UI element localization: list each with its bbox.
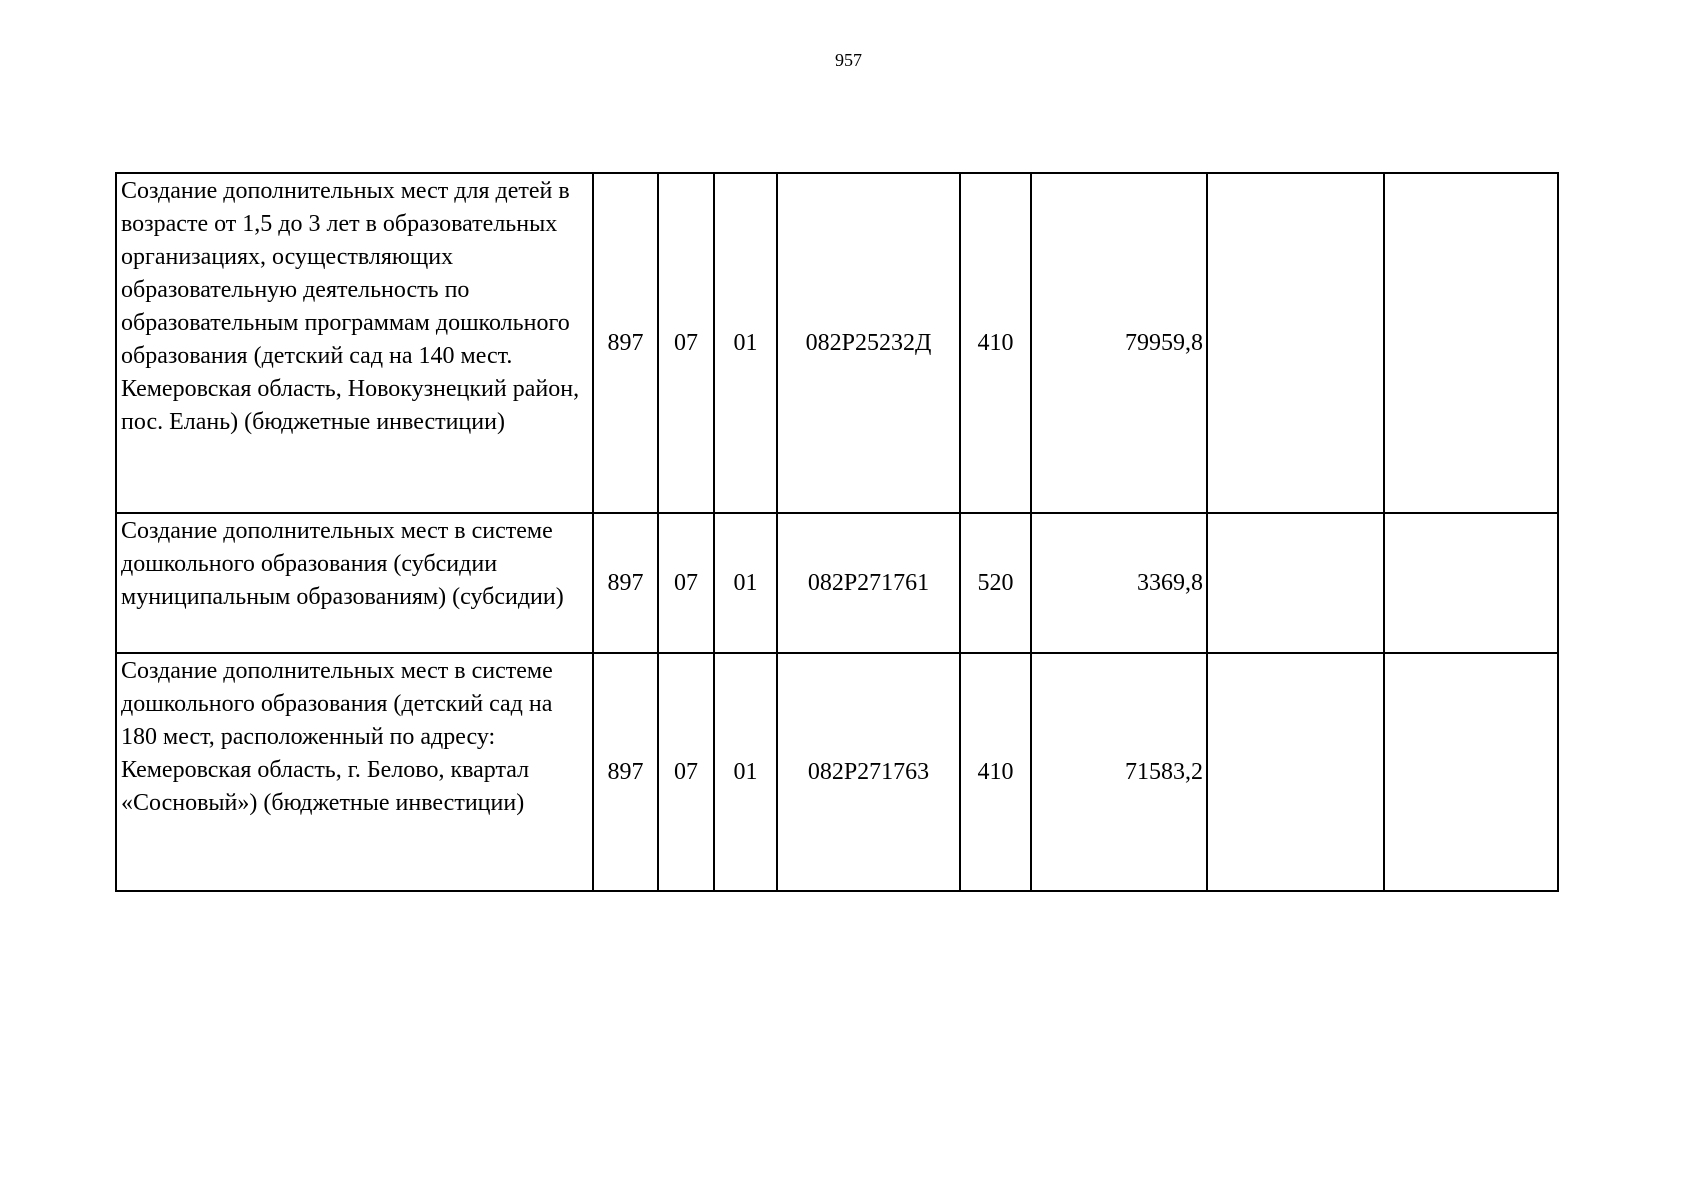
table-row: [116, 513, 1558, 653]
target-article-cell: 082P25232Д: [777, 173, 960, 513]
section-code-cell: 07: [658, 173, 714, 513]
amount-cell: 71583,2: [1031, 653, 1207, 891]
ministry-code-cell: 897: [593, 513, 658, 653]
description-cell: Создание дополнительных мест для детей в возрасте от 1,5 до 3 лет в образовательных организациях, осуществляющих образовательную деятельность по образовательным программам дошкольного образования (детский сад на 140 мест. Кемеровская область, Новокузнецкий район, пос. Елань) (бюджетные инвестиции): [116, 173, 593, 513]
page-number: 957: [835, 50, 862, 70]
budget-table: [115, 172, 1559, 892]
ministry-code-cell: 897: [593, 173, 658, 513]
ministry-code-cell: 897: [593, 653, 658, 891]
amount-cell: 3369,8: [1031, 513, 1207, 653]
table-row: [116, 173, 1558, 513]
table-row: [116, 653, 1558, 891]
section-code-cell: 07: [658, 653, 714, 891]
amount-cell: 79959,8: [1031, 173, 1207, 513]
description-cell: Создание дополнительных мест в системе дошкольного образования (детский сад на 180 мест, расположенный по адресу: Кемеровская область, г. Белово, квартал «Сосновый») (бюджетные инвестиции): [116, 653, 593, 891]
description-cell: Создание дополнительных мест в системе дошкольного образования (субсидии муниципальным образованиям) (субсидии): [116, 513, 593, 653]
section-code-cell: 07: [658, 513, 714, 653]
expense-type-cell: 410: [960, 653, 1031, 891]
subsection-code-cell: 01: [714, 653, 777, 891]
expense-type-cell: 410: [960, 173, 1031, 513]
expense-type-cell: 520: [960, 513, 1031, 653]
subsection-code-cell: 01: [714, 513, 777, 653]
empty-cell: [1384, 653, 1558, 891]
empty-cell: [1207, 653, 1384, 891]
empty-cell: [1207, 513, 1384, 653]
target-article-cell: 082P271763: [777, 653, 960, 891]
empty-cell: [1207, 173, 1384, 513]
target-article-cell: 082P271761: [777, 513, 960, 653]
subsection-code-cell: 01: [714, 173, 777, 513]
empty-cell: [1384, 173, 1558, 513]
empty-cell: [1384, 513, 1558, 653]
